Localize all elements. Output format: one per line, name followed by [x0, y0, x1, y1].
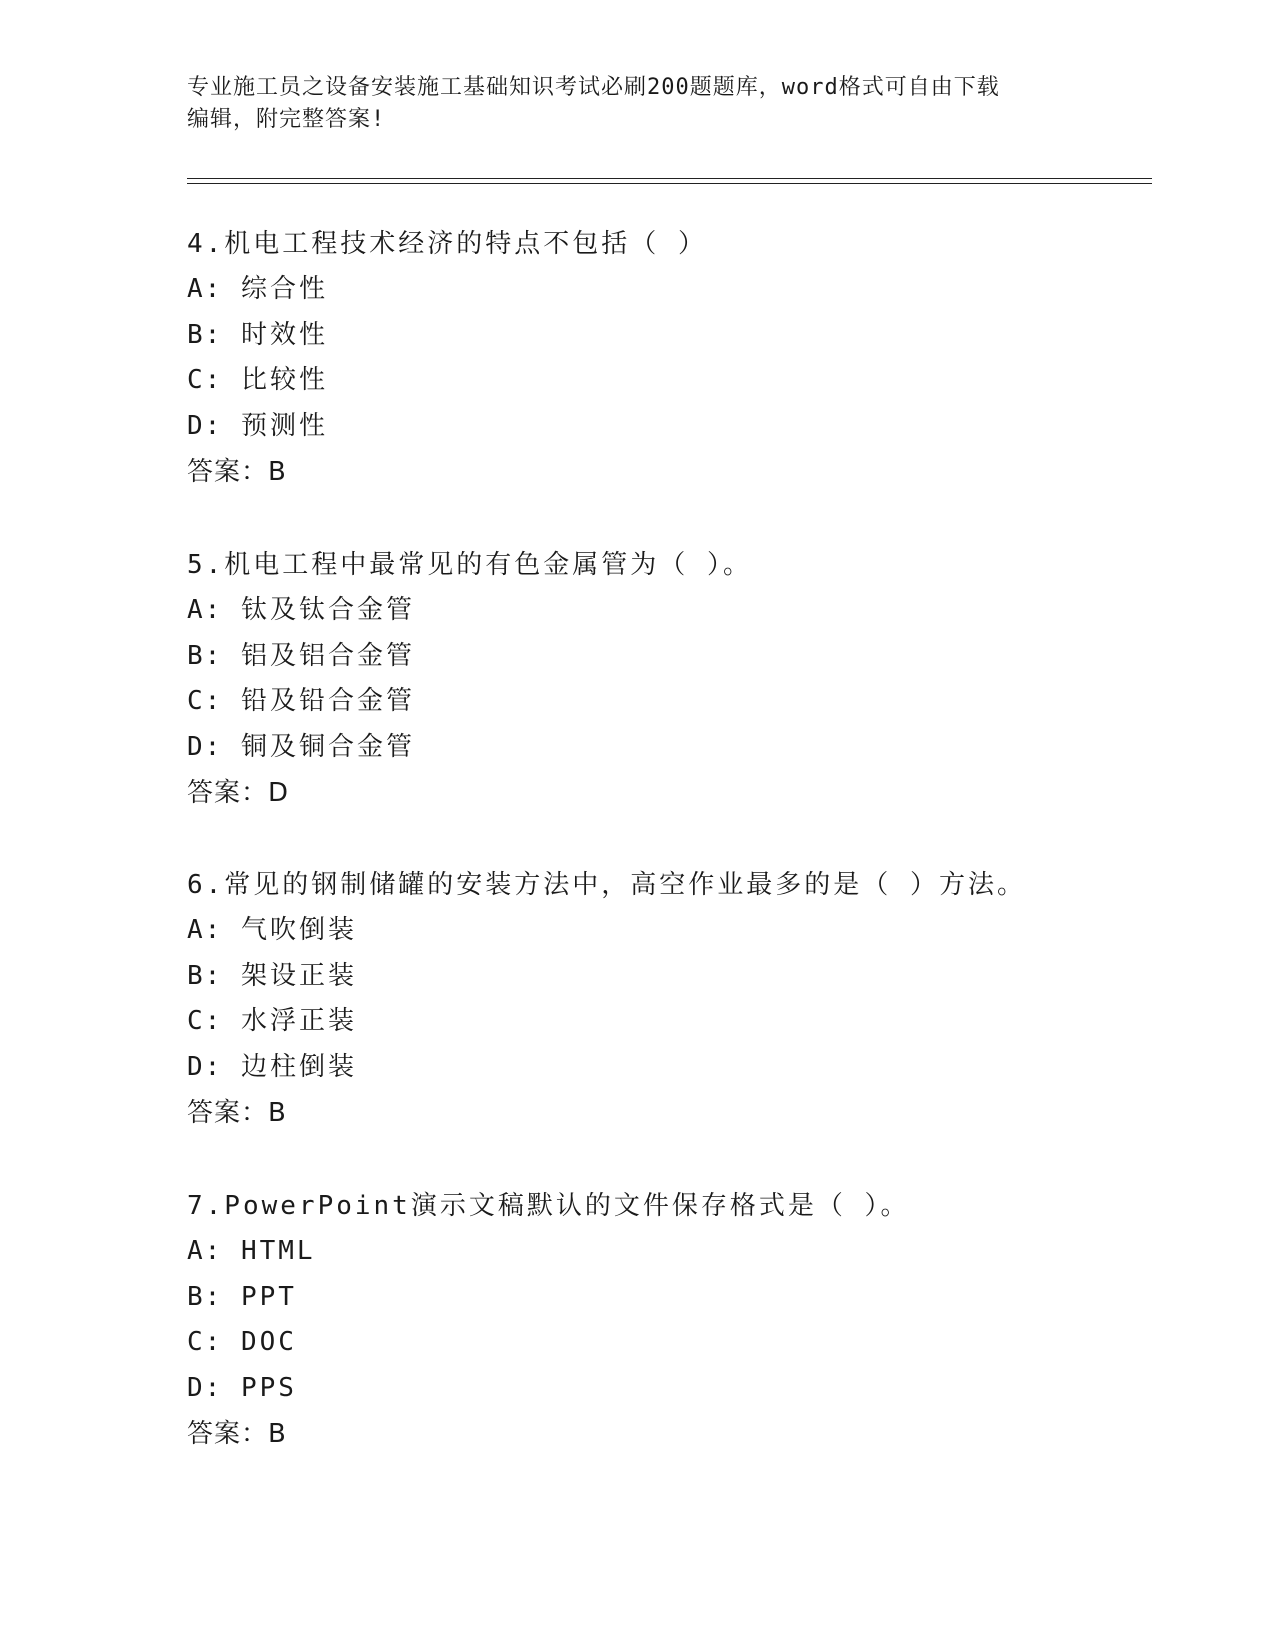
option-text: 综合性	[240, 274, 328, 304]
option-text: 边柱倒装	[240, 1051, 357, 1082]
question-stem: 6.常见的钢制储罐的安装方法中，高空作业最多的是（ ）方法。	[187, 870, 1026, 900]
option-label: C:	[187, 1006, 223, 1036]
option-label: D:	[187, 731, 223, 762]
option-c	[187, 679, 1187, 725]
option-text: PPT	[240, 1281, 297, 1312]
answer-text: 答案：B	[187, 1098, 287, 1128]
option-b	[187, 954, 1187, 1000]
header-line-1: 专业施工员之设备安装施工基础知识考试必刷200题题库，word格式可自由下载	[187, 75, 1000, 100]
option-a	[187, 1229, 1187, 1275]
question-6	[187, 862, 1187, 1136]
option-text: 钛及钛合金管	[240, 595, 415, 625]
document-header	[187, 72, 1087, 136]
question-7	[187, 1183, 1187, 1457]
option-a	[187, 908, 1187, 954]
option-label: B:	[187, 319, 223, 350]
option-b	[187, 313, 1187, 359]
question-4	[187, 221, 1187, 495]
option-text: PPS	[240, 1372, 297, 1403]
header-divider-bottom	[187, 183, 1152, 184]
option-text: 预测性	[240, 410, 328, 441]
question-5	[187, 542, 1187, 816]
option-d	[187, 404, 1187, 450]
option-label: A:	[187, 1236, 223, 1266]
answer-text: 答案：B	[187, 457, 287, 487]
option-text: 铝及铝合金管	[240, 640, 415, 671]
option-text: 铜及铜合金管	[240, 731, 415, 762]
option-a	[187, 267, 1187, 313]
option-label: C:	[187, 1327, 223, 1357]
option-c	[187, 1320, 1187, 1366]
option-text: DOC	[240, 1327, 297, 1357]
option-text: 架设正装	[240, 960, 357, 991]
option-c	[187, 358, 1187, 404]
option-a	[187, 588, 1187, 634]
option-label: A:	[187, 595, 223, 625]
question-stem: 7.PowerPoint演示文稿默认的文件保存格式是（ ）。	[187, 1191, 910, 1221]
option-c	[187, 999, 1187, 1045]
option-label: B:	[187, 640, 223, 671]
option-label: D:	[187, 1051, 223, 1082]
option-text: HTML	[240, 1236, 316, 1266]
option-d	[187, 1366, 1187, 1412]
option-b	[187, 1275, 1187, 1321]
option-text: 气吹倒装	[240, 915, 357, 945]
header-line-2: 编辑，附完整答案!	[187, 107, 386, 132]
option-label: D:	[187, 410, 223, 441]
answer-text: 答案：B	[187, 1419, 287, 1449]
option-label: A:	[187, 915, 223, 945]
option-label: B:	[187, 1281, 223, 1312]
option-d	[187, 725, 1187, 771]
option-label: C:	[187, 686, 223, 716]
question-stem: 4.机电工程技术经济的特点不包括（ ）	[187, 229, 707, 259]
question-stem: 5.机电工程中最常见的有色金属管为（ ）。	[187, 550, 752, 580]
option-label: B:	[187, 960, 223, 991]
option-text: 铅及铅合金管	[240, 686, 415, 716]
option-d	[187, 1045, 1187, 1091]
option-text: 水浮正装	[240, 1006, 357, 1036]
option-text: 时效性	[240, 319, 328, 350]
answer-text: 答案：D	[187, 778, 290, 808]
header-divider-top	[187, 178, 1152, 179]
option-text: 比较性	[240, 365, 328, 395]
option-label: D:	[187, 1372, 223, 1403]
option-label: C:	[187, 365, 223, 395]
option-b	[187, 634, 1187, 680]
option-label: A:	[187, 274, 223, 304]
